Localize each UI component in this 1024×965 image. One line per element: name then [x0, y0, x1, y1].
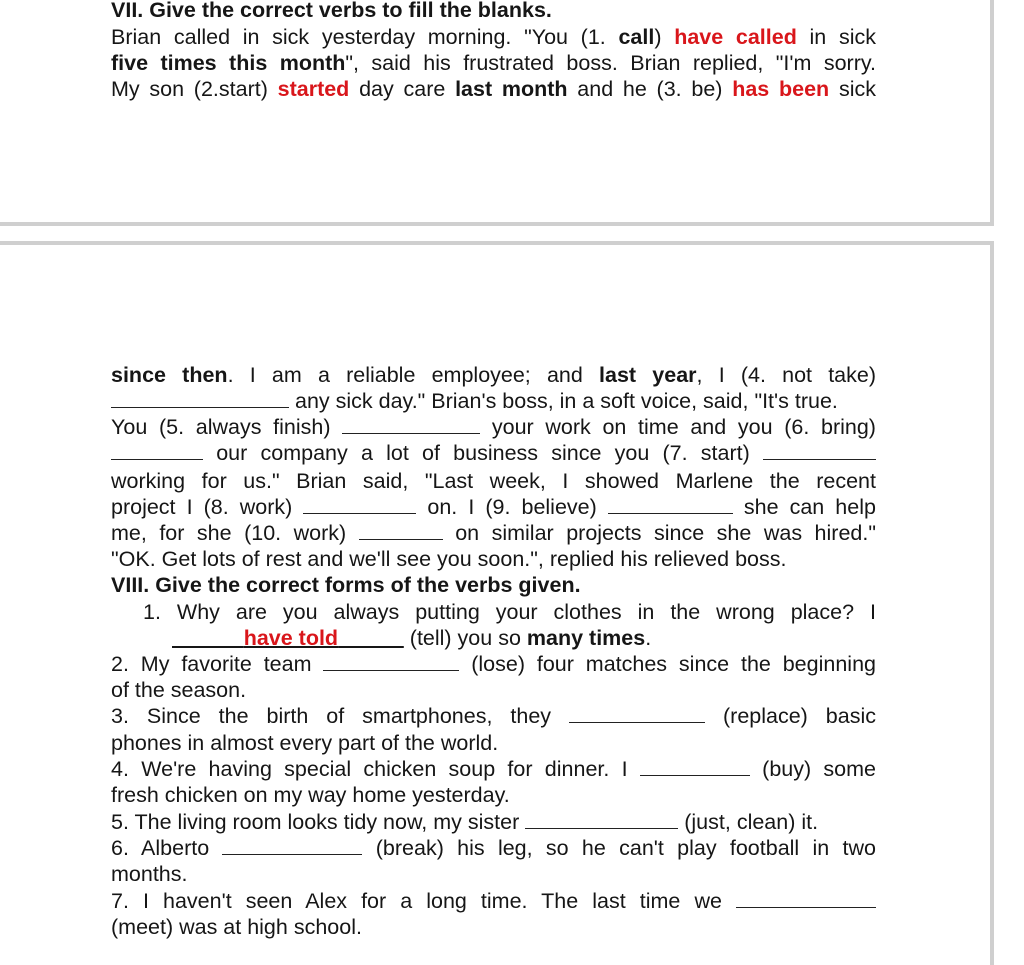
text: (meet) was at high school.: [111, 915, 362, 939]
s7-line-3: [111, 76, 876, 102]
text: (buy) some: [762, 757, 876, 781]
q4-line-1: [111, 756, 876, 782]
answer-blank-9[interactable]: [608, 494, 733, 514]
answer-2: started: [277, 77, 350, 101]
text: ): [654, 25, 662, 49]
text-bold: five times this month: [111, 51, 346, 75]
q7-line-2: [111, 914, 876, 940]
text: she can help: [743, 495, 876, 519]
answer-blank-q6[interactable]: [222, 835, 362, 855]
s7-line-9: [111, 494, 876, 520]
text: 1. Why are you always putting your clothes in the wrong place? I: [143, 600, 876, 624]
text: any sick day." Brian's boss, in a soft voice, said, "It's true.: [294, 389, 838, 413]
s7-line-2: [111, 50, 876, 76]
text: (just, clean) it.: [684, 810, 819, 834]
q2-line-2: [111, 677, 876, 703]
text: "OK. Get lots of rest and we'll see you soon.", replied his relieved boss.: [111, 547, 787, 571]
q5-line-1: [111, 809, 876, 835]
answer-q1: [172, 626, 404, 650]
s7-line-8: [111, 468, 876, 494]
page-gap: [0, 226, 1024, 241]
answer-blank-q7[interactable]: [736, 888, 876, 908]
q7-line-1: [111, 888, 876, 914]
text: (replace) basic: [723, 704, 876, 728]
q6-line-1: [111, 835, 876, 861]
text: My son (2.start): [111, 77, 268, 101]
text: on. I (9. believe): [427, 495, 597, 519]
text-bold: many times: [526, 626, 646, 650]
text: on similar projects since she was hired.": [455, 521, 876, 545]
answer-q1-text: have told: [243, 626, 339, 650]
text: 3. Since the birth of smartphones, they: [111, 704, 552, 728]
section-8-heading: VIII. Give the correct forms of the verbs given.: [111, 573, 581, 597]
q3-line-1: [111, 703, 876, 729]
text: our company a lot of business since you (7. start): [216, 441, 750, 465]
text: sick: [838, 77, 876, 101]
text: 6. Alberto: [111, 836, 210, 860]
text: project I (8. work): [111, 495, 293, 519]
text: day care: [359, 77, 446, 101]
q1-line-2: [172, 625, 876, 651]
answer-blank-4[interactable]: [111, 388, 289, 408]
s7-line-1: [111, 24, 876, 50]
s7-line-11: [111, 546, 876, 572]
answer-blank-10[interactable]: [359, 520, 443, 540]
text-bold: since then: [111, 363, 228, 387]
text: and he (3. be): [577, 77, 723, 101]
text: (lose) four matches since the beginning: [471, 652, 876, 676]
q4-line-2: [111, 782, 876, 808]
text: fresh chicken on my way home yesterday.: [111, 783, 510, 807]
s7-line-10: [111, 520, 876, 546]
text: 5. The living room looks tidy now, my sister: [111, 810, 520, 834]
s7-line-4: [111, 362, 876, 388]
answer-blank-q4[interactable]: [640, 756, 750, 776]
q2-line-1: [111, 651, 876, 677]
text: me, for she (10. work): [111, 521, 347, 545]
answer-blank-5[interactable]: [342, 414, 480, 434]
answer-blank-8[interactable]: [303, 494, 416, 514]
text: 2. My favorite team: [111, 652, 312, 676]
text-bold: last month: [455, 77, 568, 101]
answer-blank-q2[interactable]: [323, 651, 459, 671]
verb-hint: call: [618, 25, 655, 49]
answer-1: have called: [674, 25, 797, 49]
text: your work on time and you (6. bring): [491, 415, 876, 439]
text: phones in almost every part of the world.: [111, 731, 499, 755]
s7-line-7: [111, 440, 876, 466]
text: .: [645, 626, 652, 650]
text: ", said his frustrated boss. Brian replied, "I'm sorry.: [345, 51, 876, 75]
answer-blank-7[interactable]: [763, 440, 876, 460]
text: months.: [111, 862, 188, 886]
text: , I (4. not take): [696, 363, 877, 387]
text: of the season.: [111, 678, 247, 702]
q1-line-1: [143, 599, 876, 625]
s7-line-5: [111, 388, 876, 414]
text: . I am a reliable employee; and: [227, 363, 583, 387]
answer-blank-6[interactable]: [111, 440, 203, 460]
answer-blank-q5[interactable]: [525, 809, 678, 829]
answer-blank-q3[interactable]: [569, 703, 705, 723]
text: 4. We're having special chicken soup for dinner. I: [111, 757, 628, 781]
text: (tell) you so: [409, 626, 521, 650]
text: in sick: [809, 25, 876, 49]
q6-line-2: [111, 861, 876, 887]
s7-line-6: [111, 414, 876, 440]
text: 7. I haven't seen Alex for a long time. The last time we: [111, 889, 722, 913]
text-bold: last year: [599, 363, 697, 387]
text: Brian called in sick yesterday morning. "You (1.: [111, 25, 606, 49]
q3-line-2: [111, 730, 876, 756]
text: (break) his leg, so he can't play football in two: [375, 836, 876, 860]
text: working for us." Brian said, "Last week, I showed Marlene the recent: [111, 469, 876, 493]
answer-3: has been: [732, 77, 830, 101]
text: You (5. always finish): [111, 415, 331, 439]
section-7-heading: VII. Give the correct verbs to fill the blanks.: [111, 0, 552, 22]
